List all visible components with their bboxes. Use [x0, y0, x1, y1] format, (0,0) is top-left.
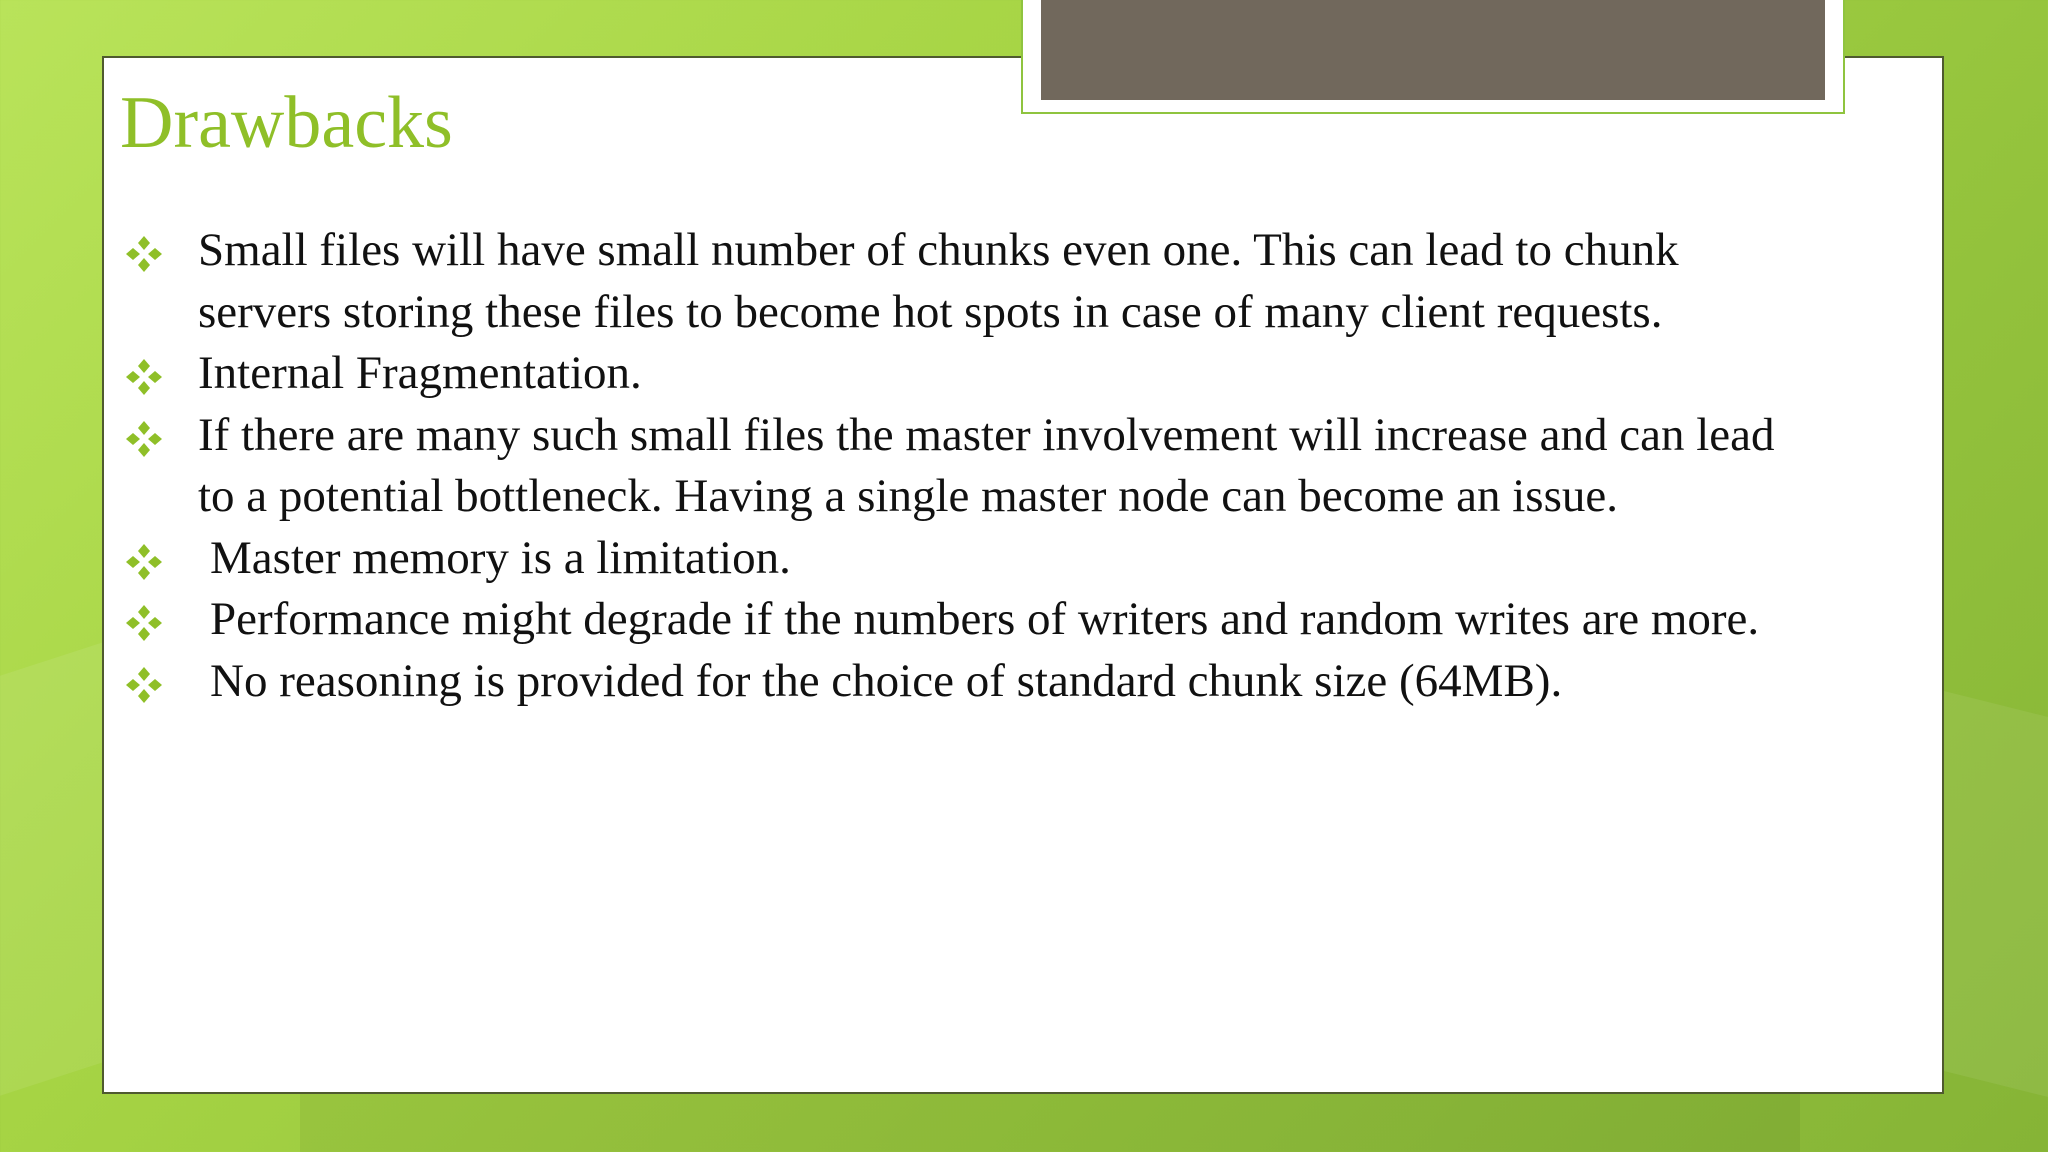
four-diamond-bullet-icon — [124, 234, 164, 274]
bullet-text: Internal Fragmentation. — [198, 347, 642, 399]
four-diamond-bullet-icon — [124, 603, 164, 643]
bullet-text: Small files will have small number of chunks even one. This can lead to chunk servers storing these files to become hot spots in case of many client requests. — [198, 224, 1679, 338]
bullet-item — [124, 405, 1784, 528]
four-diamond-bullet-icon — [124, 357, 164, 397]
bullet-text: Performance might degrade if the numbers of writers and random writes are more. — [210, 593, 1760, 645]
bullet-item — [124, 343, 1784, 405]
background-facet — [300, 1090, 1800, 1152]
bullet-item — [124, 589, 1784, 651]
four-diamond-bullet-icon — [124, 419, 164, 459]
bullet-text: Master memory is a limitation. — [210, 531, 791, 584]
bullet-item — [124, 220, 1784, 343]
image-placeholder — [1041, 0, 1825, 100]
slide-title: Drawbacks — [120, 82, 453, 164]
bullet-text: No reasoning is provided for the choice of standard chunk size (64MB). — [210, 654, 1563, 707]
bullet-list — [124, 220, 1784, 712]
bullet-text: If there are many such small files the master involvement will increase and can lead to a potential bottleneck. Having a single master node can become an issue. — [198, 408, 1775, 522]
four-diamond-bullet-icon — [124, 665, 164, 705]
four-diamond-bullet-icon — [124, 542, 164, 582]
image-frame — [1021, 0, 1845, 114]
bullet-item — [124, 528, 1784, 590]
bullet-item — [124, 651, 1784, 713]
